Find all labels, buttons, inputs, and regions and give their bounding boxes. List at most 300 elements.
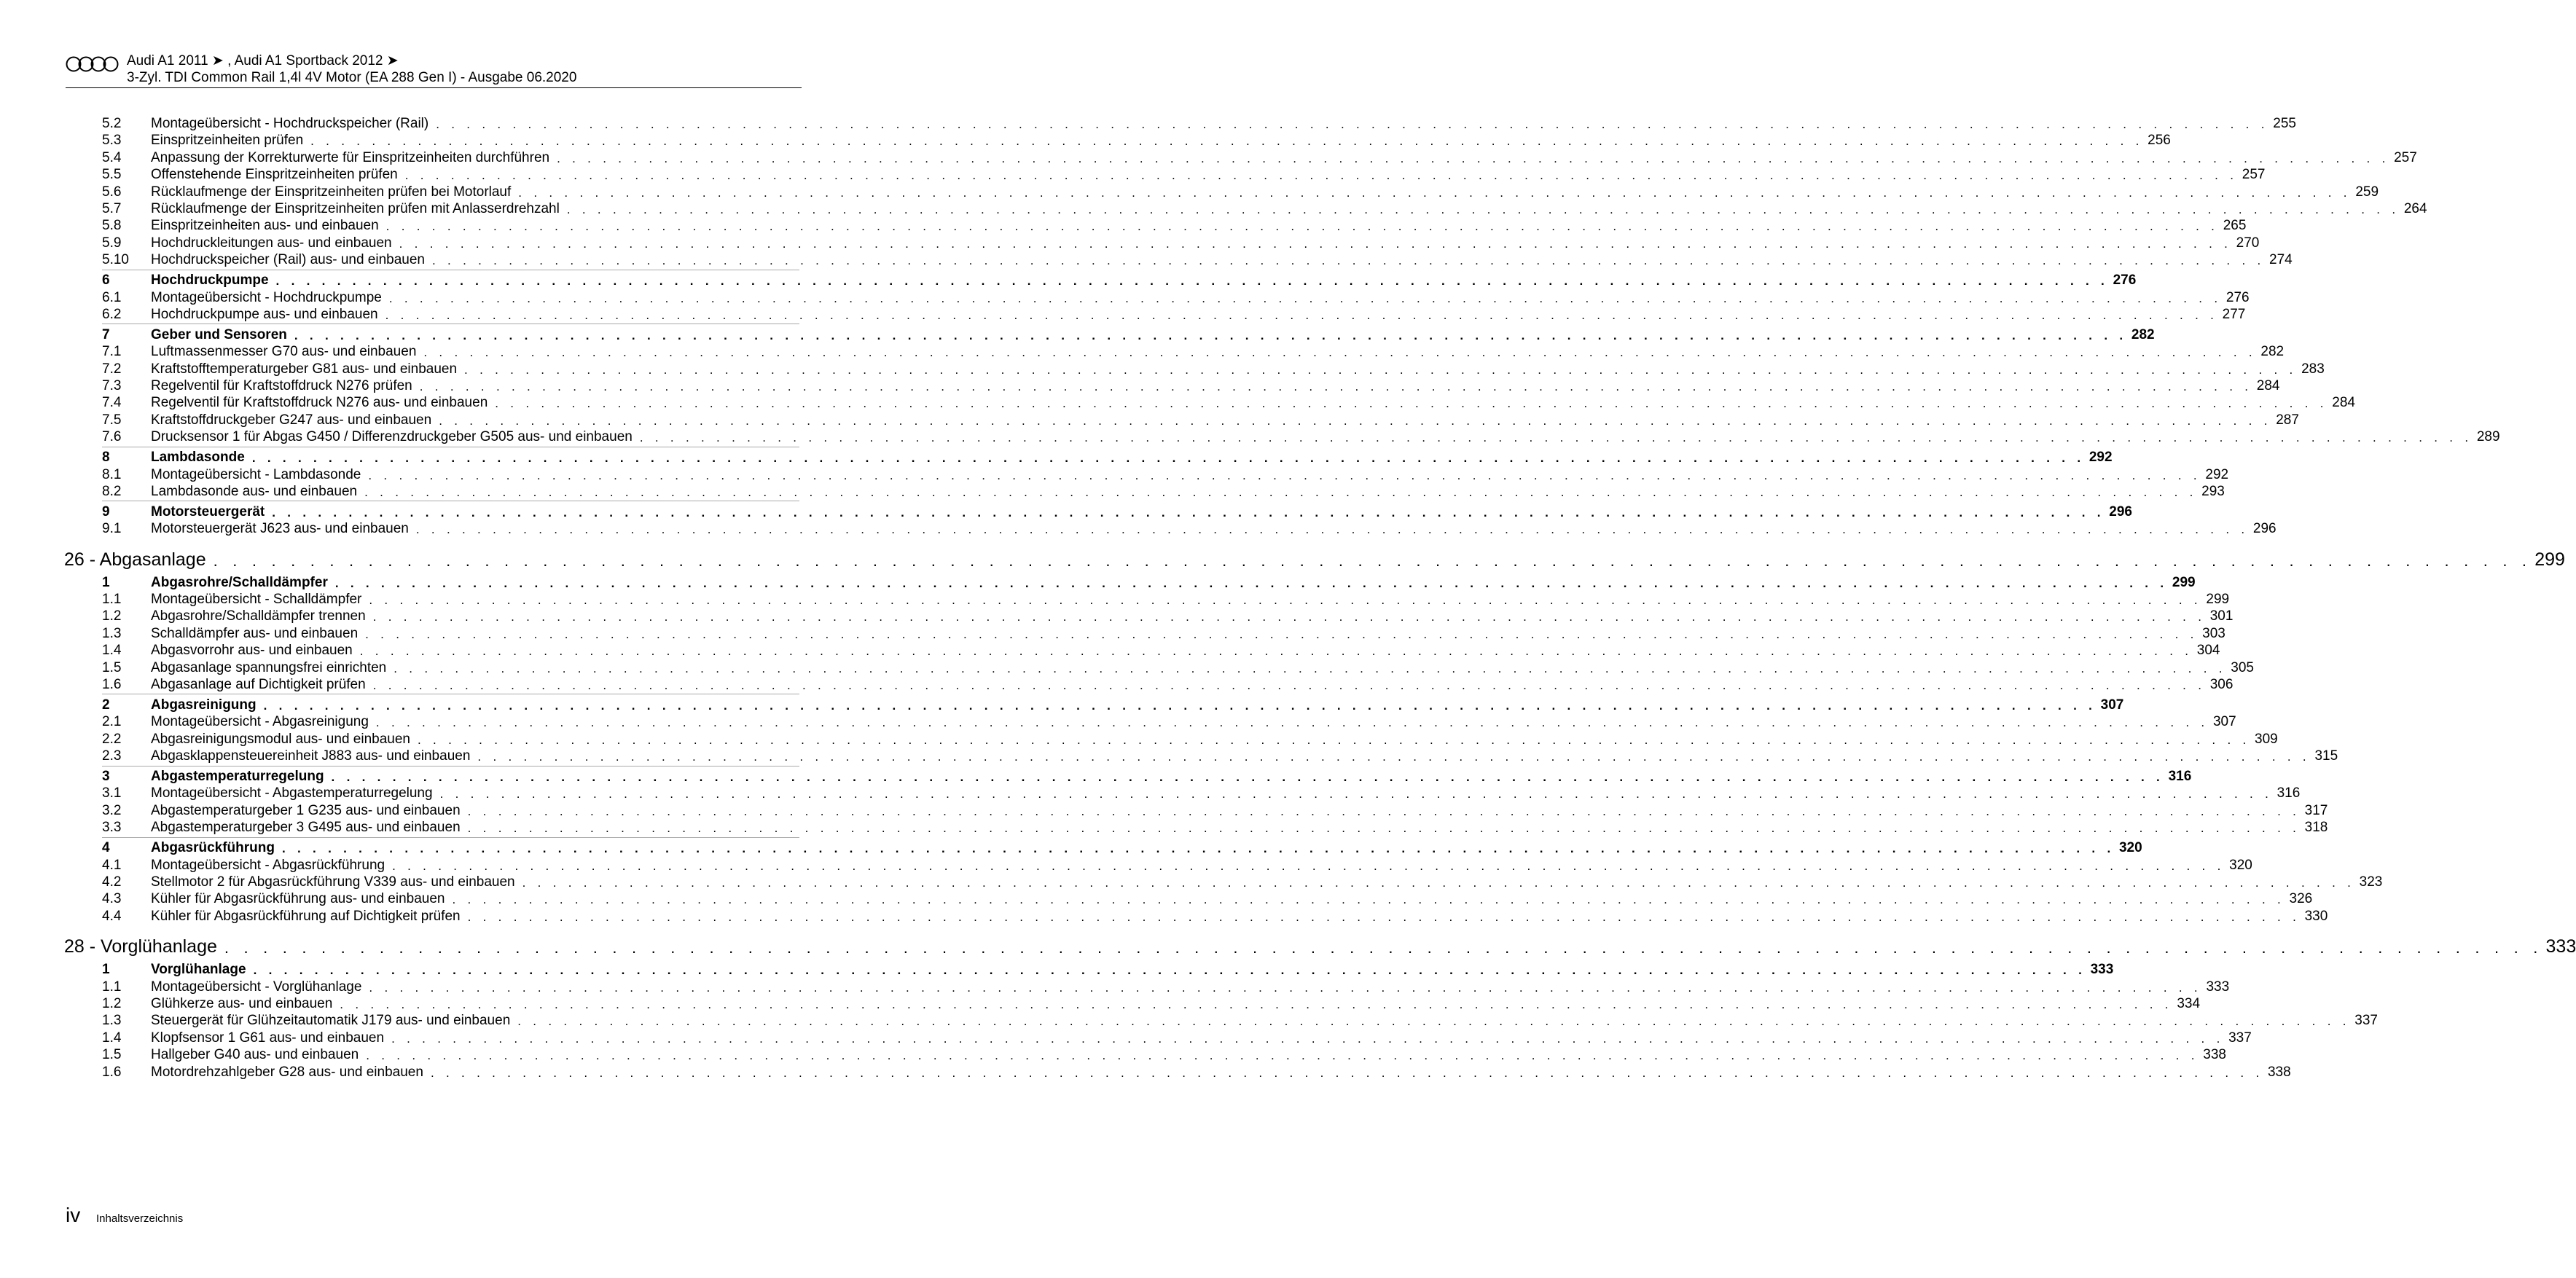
toc-subsection-entry[interactable] bbox=[0, 818, 2328, 837]
dot-leader: . . . . . . . . . . . . . . . . . . . . . . . . . . . . . . . . . . . . . . . . . . . . . . . . . . . . . . . . . . . . . . . . . . . . . . . . . . . . . . . . . . . . . . . . . . . . . . . . . . . . . . . . . . . . . . . . . . . . . . . . bbox=[385, 219, 2219, 234]
toc-entry-number: 2.1 bbox=[102, 714, 122, 730]
toc-subsection-entry[interactable] bbox=[0, 165, 2266, 184]
footer-page-number: iv bbox=[66, 1204, 81, 1226]
toc-subsection-entry[interactable] bbox=[0, 251, 2293, 270]
dot-leader: . . . . . . . . . . . . . . . . . . . . . . . . . . . . . . . . . . . . . . . . . . . . . . . . . . . . . . . . . . . . . . . . . . . . . . . . . . . . . . . . . . . . . . . . . . . . . . . . . . . . . . . . . . . . . . . . . . . . . . . . bbox=[369, 980, 2202, 995]
toc-entry-number: 7 bbox=[102, 326, 110, 342]
toc-entry-page: 305 bbox=[2231, 659, 2254, 675]
header-engine-edition: 3-Zyl. TDI Common Rail 1,4l 4V Motor (EA 288 Gen I) - Ausgabe 06.2020 bbox=[127, 70, 577, 85]
toc-subsection-entry[interactable] bbox=[0, 1046, 2226, 1065]
dot-leader: . . . . . . . . . . . . . . . . . . . . . . . . . . . . . . . . . . . . . . . . . . . . . . . . . . . . . . . . . . . . . . . . . . . . . . . . . . . . . . . . . . . . . . . . . . . . . . . . . . . . . . . . . . . . . . . . . . . . . . . . bbox=[388, 291, 2222, 305]
toc-entry-number: 9.1 bbox=[102, 521, 122, 537]
toc-entry-page: 270 bbox=[2236, 235, 2260, 251]
toc-entry-title: Geber und Sensoren bbox=[151, 326, 287, 342]
toc-subsection-entry[interactable] bbox=[0, 428, 2500, 447]
toc-entry-number: 8.2 bbox=[102, 483, 122, 499]
toc-entry-title: Abgasrohre/Schalldämpfer bbox=[151, 574, 328, 590]
dot-leader: . . . . . . . . . . . . . . . . . . . . . . . . . . . . . . . . . . . . . . . . . . . . . . . . . . . . . . . . . . . . . . . . . . . . . . . . . . . . . . . . . . . . . . . . . . . . . . . . . . . . . . . . . . . . . . . . . . . . . . . . bbox=[452, 893, 2285, 907]
toc-subsection-entry[interactable] bbox=[0, 131, 2171, 150]
toc-entry-page: 284 bbox=[2256, 378, 2280, 393]
toc-entry-title: Lambdasonde bbox=[151, 450, 245, 466]
toc-entry-leader bbox=[151, 200, 2427, 219]
dot-leader: . . . . . . . . . . . . . . . . . . . . . . . . . . . . . . . . . . . . . . . . . . . . . . . . . . . . . . . . . . . . . . . . . . . . . . . . . . . . . . . . . . . . . . . . . . . . . . . . . . . . . . . . . . . . . . . . . . . . . . . . bbox=[310, 134, 2144, 149]
toc-entry-page: 283 bbox=[2301, 361, 2325, 377]
toc-entry-title: Anpassung der Korrekturwerte für Einspritzeinheiten durchführen bbox=[151, 149, 550, 165]
toc-entry-leader bbox=[151, 377, 2280, 396]
toc-entry-number: 1 bbox=[102, 574, 110, 590]
toc-subsection-entry[interactable] bbox=[0, 590, 2230, 609]
toc-chapter-title: 28 - Vorglühanlage bbox=[64, 936, 217, 957]
toc-entry-title: Vorglühanlage bbox=[151, 962, 246, 978]
toc-entry-leader bbox=[151, 839, 2142, 858]
dot-leader: . . . . . . . . . . . . . . . . . . . . . . . . . . . . . . . . . . . . . . . . . . . . . . . . . . . . . . . . . . . . . . . . . . . . . . . . . . . . . . . . . . . . . . . . . . . . . . . . . . . . . . . . . . . . . . . . . . . . . . . . bbox=[368, 468, 2201, 482]
toc-entry-title: Kühler für Abgasrückführung aus- und einbauen bbox=[151, 891, 445, 907]
toc-entry-leader bbox=[64, 547, 2565, 572]
toc-chapter-page: 333 bbox=[2545, 936, 2576, 957]
toc-entry-title: Schalldämpfer aus- und einbauen bbox=[151, 625, 359, 641]
toc-subsection-entry[interactable] bbox=[0, 856, 2252, 875]
toc-entry-leader bbox=[151, 520, 2276, 538]
dot-leader: . . . . . . . . . . . . . . . . . . . . . . . . . . . . . . . . . . . . . . . . . . . . . . . . . . . . . . . . . . . . . . . . . . . . . . . . . . . . . . . . . . . . . . . . . . . . . . . . . . . . . . . . . . . . . . . . . . . . . . . . bbox=[251, 451, 2085, 466]
toc-entry-title: Steuergerät für Glühzeitautomatik J179 aus- und einbauen bbox=[151, 1013, 511, 1029]
toc-subsection-entry[interactable] bbox=[0, 482, 2225, 501]
dot-leader: . . . . . . . . . . . . . . . . . . . . . . . . . . . . . . . . . . . . . . . . . . . . . . . . . . . . . . . . . . . . . . . . . . . . . . . . . . . . . . . . . . . . . . . . . . . . . . . . . . . . . . . . . . . . . . . . . . . . . . . . bbox=[294, 328, 2127, 342]
toc-entry-page: 323 bbox=[2359, 874, 2383, 890]
toc-entry-number: 1.4 bbox=[102, 643, 122, 659]
toc-entry-leader bbox=[151, 1063, 2291, 1082]
toc-entry-number: 1.3 bbox=[102, 625, 122, 641]
dot-leader: . . . . . . . . . . . . . . . . . . . . . . . . . . . . . . . . . . . . . . . . . . . . . . . . . . . . . . . . . . . . . . . . . . . . . . . . . . . . . . . . . . . . . . . . . . . . . . . . . . . . . . . . . . . . . . . . . . . . . . . . bbox=[467, 821, 2301, 836]
dot-leader: . . . . . . . . . . . . . . . . . . . . . . . . . . . . . . . . . . . . . . . . . . . . . . . . . . . . . . . . . . . . . . . . . . . . . . . . . . . . . . . . . . . . . . . . . . . . . . . . . . . . . . . . . . . . . . . . . . . . . . . . bbox=[391, 1031, 2225, 1046]
toc-entry-number: 1.2 bbox=[102, 995, 122, 1011]
toc-entry-page: 307 bbox=[2212, 714, 2236, 730]
toc-entry-page: 316 bbox=[2276, 785, 2301, 801]
dot-leader: . . . . . . . . . . . . . . . . . . . . . . . . . . . . . . . . . . . . . . . . . . . . . . . . . . . . . . . . . . . . . . . . . . . . . . . . . . . . . . . . . . . . . . . . . . . . . . . . . . . . . . . . . . . . . . . . . . . . . . . . bbox=[392, 858, 2225, 873]
toc-entry-page: 274 bbox=[2269, 252, 2293, 268]
dot-leader: . . . . . . . . . . . . . . . . . . . . . . . . . . . . . . . . . . . . . . . . . . . . . . . . . . . . . . . . . . . . . . . . . . . . . . . . . . . . . . . . . . . . . . . . . . . . . . . . . . . . . . . . . . . . . . . . . . . . . . . . bbox=[566, 203, 2400, 216]
toc-entry-leader bbox=[151, 607, 2234, 626]
footer-section-label: Inhaltsverzeichnis bbox=[96, 1212, 184, 1225]
toc-subsection-entry[interactable] bbox=[0, 342, 2285, 361]
dot-leader: . . . . . . . . . . . . . . . . . . . . . . . . . . . . . . . . . . . . . . . . . . . . . . . . . . . . . . . . . . . . . . . . . . . . . . . . . . . . . . . . . . . . . . . . . . . . . . . . . . . . . . . . . . . . . . . . . . . . . . . . bbox=[464, 362, 2298, 377]
toc-entry-leader bbox=[151, 216, 2247, 235]
toc-entry-page: 255 bbox=[2273, 116, 2296, 131]
toc-entry-leader bbox=[151, 1029, 2252, 1048]
toc-entry-title: Montageübersicht - Lambdasonde bbox=[151, 466, 361, 482]
dot-leader: . . . . . . . . . . . . . . . . . . . . . . . . . . . . . . . . . . . . . . . . . . . . . . . . . . . . . . . . . . . . . . . . . . . . . . . . . . . . . . . . . . . . . . . . . . . . . . . . . . . . . . . . . . . . . . . . . . . . . . . . bbox=[419, 380, 2252, 393]
dot-leader: . . . . . . . . . . . . . . . . . . . . . . . . . . . . . . . . . . . . . . . . . . . . . . . . . . . . . . . . . . . . . . . . . . . . . . . . . . . . . . . . . . . . . . . . . . . . . . . . . . . . . . . . . . . . . . . . . . . . . . . . bbox=[272, 505, 2105, 520]
toc-subsection-entry[interactable] bbox=[0, 659, 2254, 678]
toc-entry-number: 1.1 bbox=[102, 979, 122, 995]
toc-entry-number: 2 bbox=[102, 697, 110, 713]
dot-leader: . . . . . . . . . . . . . . . . . . . . . . . . . . . . . . . . . . . . . . . . . . . . . . . . . . . . . . . . . . . . . . . . . . . . . . . . . . . . . . . . . . . . . . . . . . . . . . . . . . . . . . . . . . . . . . . . . . . . . . . . bbox=[365, 627, 2199, 641]
toc-entry-page: 296 bbox=[2109, 503, 2132, 520]
toc-entry-leader bbox=[151, 730, 2278, 749]
toc-section-entry[interactable] bbox=[0, 573, 2196, 592]
toc-entry-leader bbox=[151, 393, 2355, 412]
toc-entry-leader bbox=[151, 234, 2260, 253]
toc-subsection-entry[interactable] bbox=[0, 234, 2260, 253]
dot-leader: . . . . . . . . . . . . . . . . . . . . . . . . . . . . . . . . . . . . . . . . . . . . . . . . . . . . . . . . . . . . . . . . . . . . . . . . . . . . . . . . . . . . . . . . . . . . . . . . . . . . . . . . . . . . . . . . . . . . . . . . bbox=[213, 551, 2532, 570]
toc-entry-page: 257 bbox=[2394, 149, 2417, 165]
toc-entry-page: 282 bbox=[2260, 344, 2285, 360]
dot-leader: . . . . . . . . . . . . . . . . . . . . . . . . . . . . . . . . . . . . . . . . . . . . . . . . . . . . . . . . . . . . . . . . . . . . . . . . . . . . . . . . . . . . . . . . . . . . . . . . . . . . . . . . . . . . . . . . . . . . . . . . bbox=[372, 610, 2206, 624]
toc-entry-leader bbox=[151, 428, 2500, 447]
toc-entry-title: Stellmotor 2 für Abgasrückführung V339 aus- und einbauen bbox=[151, 874, 515, 890]
toc-entry-page: 318 bbox=[2304, 820, 2328, 836]
toc-subsection-entry[interactable] bbox=[0, 907, 2328, 926]
dot-leader: . . . . . . . . . . . . . . . . . . . . . . . . . . . . . . . . . . . . . . . . . . . . . . . . . . . . . . . . . . . . . . . . . . . . . . . . . . . . . . . . . . . . . . . . . . . . . . . . . . . . . . . . . . . . . . . . . . . . . . . . bbox=[253, 963, 2086, 978]
toc-chapter-entry[interactable] bbox=[0, 934, 2576, 959]
section-divider bbox=[102, 837, 799, 838]
toc-subsection-entry[interactable] bbox=[0, 377, 2280, 396]
dot-leader: . . . . . . . . . . . . . . . . . . . . . . . . . . . . . . . . . . . . . . . . . . . . . . . . . . . . . . . . . . . . . . . . . . . . . . . . . . . . . . . . . . . . . . . . . . . . . . . . . . . . . . . . . . . . . . . . . . . . . . . . bbox=[366, 1048, 2199, 1063]
toc-entry-leader bbox=[151, 149, 2417, 168]
toc-entry-page: 284 bbox=[2332, 395, 2355, 411]
dot-leader: . . . . . . . . . . . . . . . . . . . . . . . . . . . . . . . . . . . . . . . . . . . . . . . . . . . . . . . . . . . . . . . . . . . . . . . . . . . . . . . . . . . . . . . . . . . . . . . . . . . . . . . . . . . . . . . . . . . . . . . . bbox=[557, 151, 2390, 165]
toc-entry-title: Abgasvorrohr aus- und einbauen bbox=[151, 643, 353, 659]
toc-entry-page: 299 bbox=[2206, 592, 2230, 607]
toc-subsection-entry[interactable] bbox=[0, 784, 2301, 803]
toc-entry-number: 3.2 bbox=[102, 802, 122, 818]
toc-entry-page: 287 bbox=[2276, 412, 2299, 428]
dot-leader: . . . . . . . . . . . . . . . . . . . . . . . . . . . . . . . . . . . . . . . . . . . . . . . . . . . . . . . . . . . . . . . . . . . . . . . . . . . . . . . . . . . . . . . . . . . . . . . . . . . . . . . . . . . . . . . . . . . . . . . . bbox=[639, 431, 2473, 445]
toc-subsection-entry[interactable] bbox=[0, 520, 2276, 538]
toc-entry-title: Abgasreinigung bbox=[151, 697, 257, 713]
toc-entry-page: 330 bbox=[2304, 908, 2328, 924]
dot-leader: . . . . . . . . . . . . . . . . . . . . . . . . . . . . . . . . . . . . . . . . . . . . . . . . . . . . . . . . . . . . . . . . . . . . . . . . . . . . . . . . . . . . . . . . . . . . . . . . . . . . . . . . . . . . . . . . . . . . . . . . bbox=[467, 909, 2301, 924]
toc-entry-title: Hallgeber G40 aus- und einbauen bbox=[151, 1047, 359, 1063]
toc-entry-number: 7.2 bbox=[102, 361, 122, 377]
toc-entry-title: Motorsteuergerät J623 aus- und einbauen bbox=[151, 521, 409, 537]
toc-entry-leader bbox=[151, 818, 2328, 837]
dot-leader: . . . . . . . . . . . . . . . . . . . . . . . . . . . . . . . . . . . . . . . . . . . . . . . . . . . . . . . . . . . . . . . . . . . . . . . . . . . . . . . . . . . . . . . . . . . . . . . . . . . . . . . . . . . . . . . . . . . . . . . . bbox=[399, 236, 2232, 251]
toc-entry-number: 4.3 bbox=[102, 891, 122, 907]
toc-entry-title: Motordrehzahlgeber G28 aus- und einbauen bbox=[151, 1064, 423, 1080]
page-footer bbox=[66, 1203, 357, 1232]
toc-entry-page: 304 bbox=[2196, 643, 2220, 659]
toc-entry-leader bbox=[151, 342, 2285, 361]
toc-entry-leader bbox=[151, 590, 2230, 609]
toc-entry-leader bbox=[151, 873, 2383, 892]
section-divider bbox=[102, 766, 799, 767]
toc-entry-page: 338 bbox=[2203, 1047, 2226, 1063]
toc-chapter-entry[interactable] bbox=[0, 547, 2565, 572]
toc-entry-title: Montageübersicht - Hochdruckpumpe bbox=[151, 289, 382, 305]
toc-entry-page: 259 bbox=[2355, 184, 2379, 200]
toc-entry-title: Montageübersicht - Schalldämpfer bbox=[151, 592, 362, 607]
dot-leader: . . . . . . . . . . . . . . . . . . . . . . . . . . . . . . . . . . . . . . . . . . . . . . . . . . . . . . . . . . . . . . . . . . . . . . . . . . . . . . . . . . . . . . . . . . . . . . . . . . . . . . . . . . . . . . . . . . . . . . . . bbox=[394, 661, 2227, 675]
toc-entry-number: 5.5 bbox=[102, 167, 122, 183]
toc-entry-number: 1.6 bbox=[102, 677, 122, 692]
toc-subsection-entry[interactable] bbox=[0, 747, 2338, 766]
toc-subsection-entry[interactable] bbox=[0, 1011, 2378, 1030]
toc-entry-number: 7.5 bbox=[102, 412, 122, 428]
toc-entry-leader bbox=[151, 114, 2296, 133]
toc-entry-page: 338 bbox=[2267, 1064, 2291, 1080]
toc-entry-leader bbox=[151, 641, 2220, 660]
toc-entry-page: 303 bbox=[2202, 625, 2225, 641]
toc-entry-leader bbox=[151, 165, 2266, 184]
toc-entry-page: 293 bbox=[2201, 483, 2225, 499]
toc-subsection-entry[interactable] bbox=[0, 978, 2230, 997]
toc-subsection-entry[interactable] bbox=[0, 149, 2417, 168]
header-rule bbox=[66, 87, 802, 88]
toc-entry-leader bbox=[151, 482, 2225, 501]
dot-leader: . . . . . . . . . . . . . . . . . . . . . . . . . . . . . . . . . . . . . . . . . . . . . . . . . . . . . . . . . . . . . . . . . . . . . . . . . . . . . . . . . . . . . . . . . . . . . . . . . . . . . . . . . . . . . . . . . . . . . . . . bbox=[281, 842, 2115, 856]
dot-leader: . . . . . . . . . . . . . . . . . . . . . . . . . . . . . . . . . . . . . . . . . . . . . . . . . . . . . . . . . . . . . . . . . . . . . . . . . . . . . . . . . . . . . . . . . . . . . . . . . . . . . . . . . . . . . . . . . . . . . . . . bbox=[417, 732, 2251, 747]
dot-leader: . . . . . . . . . . . . . . . . . . . . . . . . . . . . . . . . . . . . . . . . . . . . . . . . . . . . . . . . . . . . . . . . . . . . . . . . . . . . . . . . . . . . . . . . . . . . . . . . . . . . . . . . . . . . . . . . . . . . . . . . bbox=[467, 804, 2301, 818]
toc-entry-leader bbox=[151, 784, 2301, 803]
toc-entry-number: 3.1 bbox=[102, 785, 122, 801]
toc-entry-number: 1.5 bbox=[102, 1047, 122, 1063]
toc-entry-title: Klopfsensor 1 G61 aus- und einbauen bbox=[151, 1030, 385, 1046]
toc-entry-leader bbox=[151, 1046, 2226, 1065]
dot-leader: . . . . . . . . . . . . . . . . . . . . . . . . . . . . . . . . . . . . . . . . . . . . . . . . . . . . . . . . . . . . . . . . . . . . . . . . . . . . . . . . . . . . . . . . . . . . . . . . . . . . . . . . . . . . . . . . . . . . . . . . bbox=[477, 750, 2311, 764]
toc-entry-page: 316 bbox=[2168, 769, 2192, 784]
toc-subsection-entry[interactable] bbox=[0, 289, 2250, 307]
toc-subsection-entry[interactable] bbox=[0, 624, 2225, 643]
toc-section-entry[interactable] bbox=[0, 271, 2137, 290]
toc-entry-title: Abgasanlage spannungsfrei einrichten bbox=[151, 659, 387, 675]
toc-entry-title: Regelventil für Kraftstoffdruck N276 prüfen bbox=[151, 378, 412, 393]
toc-subsection-entry[interactable] bbox=[0, 114, 2296, 133]
toc-entry-page: 326 bbox=[2289, 891, 2313, 907]
toc-entry-title: Einspritzeinheiten prüfen bbox=[151, 133, 304, 149]
toc-entry-title: Montageübersicht - Vorglühanlage bbox=[151, 979, 362, 995]
header-vehicle-models: Audi A1 2011 ➤ , Audi A1 Sportback 2012 ➤ bbox=[127, 53, 399, 68]
toc-entry-page: 337 bbox=[2228, 1030, 2252, 1046]
toc-entry-title: Hochdruckleitungen aus- und einbauen bbox=[151, 235, 392, 251]
toc-entry-leader bbox=[151, 466, 2229, 485]
toc-entry-leader bbox=[151, 659, 2254, 678]
dot-leader: . . . . . . . . . . . . . . . . . . . . . . . . . . . . . . . . . . . . . . . . . . . . . . . . . . . . . . . . . . . . . . . . . . . . . . . . . . . . . . . . . . . . . . . . . . . . . . . . . . . . . . . . . . . . . . . . . . . . . . . . bbox=[439, 787, 2273, 801]
dot-leader: . . . . . . . . . . . . . . . . . . . . . . . . . . . . . . . . . . . . . . . . . . . . . . . . . . . . . . . . . . . . . . . . . . . . . . . . . . . . . . . . . . . . . . . . . . . . . . . . . . . . . . . . . . . . . . . . . . . . . . . . bbox=[224, 938, 2543, 957]
toc-entry-title: Montageübersicht - Hochdruckspeicher (Rail) bbox=[151, 116, 429, 131]
toc-entry-page: 296 bbox=[2252, 521, 2276, 537]
toc-entry-leader bbox=[151, 326, 2155, 345]
dot-leader: . . . . . . . . . . . . . . . . . . . . . . . . . . . . . . . . . . . . . . . . . . . . . . . . . . . . . . . . . . . . . . . . . . . . . . . . . . . . . . . . . . . . . . . . . . . . . . . . . . . . . . . . . . . . . . . . . . . . . . . . bbox=[263, 698, 2097, 713]
dot-leader: . . . . . . . . . . . . . . . . . . . . . . . . . . . . . . . . . . . . . . . . . . . . . . . . . . . . . . . . . . . . . . . . . . . . . . . . . . . . . . . . . . . . . . . . . . . . . . . . . . . . . . . . . . . . . . . . . . . . . . . . bbox=[423, 345, 2257, 360]
toc-entry-page: 292 bbox=[2205, 466, 2229, 482]
toc-entry-number: 4.4 bbox=[102, 908, 122, 924]
toc-section-entry[interactable] bbox=[0, 960, 2114, 979]
toc-entry-page: 315 bbox=[2314, 748, 2338, 764]
toc-entry-page: 276 bbox=[2225, 289, 2250, 305]
toc-subsection-entry[interactable] bbox=[0, 641, 2220, 660]
toc-subsection-entry[interactable] bbox=[0, 675, 2234, 694]
toc-entry-number: 5.7 bbox=[102, 201, 122, 216]
toc-entry-leader bbox=[151, 411, 2299, 430]
toc-entry-page: 282 bbox=[2131, 326, 2155, 342]
toc-subsection-entry[interactable] bbox=[0, 730, 2278, 749]
dot-leader: . . . . . . . . . . . . . . . . . . . . . . . . . . . . . . . . . . . . . . . . . . . . . . . . . . . . . . . . . . . . . . . . . . . . . . . . . . . . . . . . . . . . . . . . . . . . . . . . . . . . . . . . . . . . . . . . . . . . . . . . bbox=[518, 185, 2352, 200]
toc-section-entry[interactable] bbox=[0, 839, 2142, 858]
toc-subsection-entry[interactable] bbox=[0, 411, 2299, 430]
toc-entry-leader bbox=[151, 960, 2114, 979]
dot-leader: . . . . . . . . . . . . . . . . . . . . . . . . . . . . . . . . . . . . . . . . . . . . . . . . . . . . . . . . . . . . . . . . . . . . . . . . . . . . . . . . . . . . . . . . . . . . . . . . . . . . . . . . . . . . . . . . . . . . . . . . bbox=[375, 716, 2209, 730]
dot-leader: . . . . . . . . . . . . . . . . . . . . . . . . . . . . . . . . . . . . . . . . . . . . . . . . . . . . . . . . . . . . . . . . . . . . . . . . . . . . . . . . . . . . . . . . . . . . . . . . . . . . . . . . . . . . . . . . . . . . . . . . bbox=[436, 117, 2269, 131]
dot-leader: . . . . . . . . . . . . . . . . . . . . . . . . . . . . . . . . . . . . . . . . . . . . . . . . . . . . . . . . . . . . . . . . . . . . . . . . . . . . . . . . . . . . . . . . . . . . . . . . . . . . . . . . . . . . . . . . . . . . . . . . bbox=[385, 307, 2218, 322]
toc-entry-number: 5.2 bbox=[102, 116, 122, 131]
toc-section-entry[interactable] bbox=[0, 767, 2192, 786]
toc-entry-leader bbox=[151, 713, 2236, 732]
toc-entry-title: Abgasrückführung bbox=[151, 840, 275, 856]
toc-entry-title: Abgasanlage auf Dichtigkeit prüfen bbox=[151, 677, 366, 692]
toc-entry-leader bbox=[151, 271, 2137, 290]
toc-entry-title: Hochdruckpumpe bbox=[151, 273, 269, 289]
toc-entry-leader bbox=[151, 675, 2234, 694]
toc-entry-leader bbox=[151, 503, 2132, 522]
toc-entry-number: 4.1 bbox=[102, 857, 122, 873]
toc-entry-number: 1.1 bbox=[102, 592, 122, 607]
toc-subsection-entry[interactable] bbox=[0, 216, 2247, 235]
toc-section-entry[interactable] bbox=[0, 503, 2132, 522]
toc-entry-number: 5.3 bbox=[102, 133, 122, 149]
toc-entry-leader bbox=[151, 305, 2246, 324]
toc-entry-title: Luftmassenmesser G70 aus- und einbauen bbox=[151, 344, 417, 360]
toc-entry-title: Lambdasonde aus- und einbauen bbox=[151, 483, 358, 499]
toc-entry-page: 334 bbox=[2177, 995, 2201, 1011]
toc-section-entry[interactable] bbox=[0, 448, 2113, 467]
toc-subsection-entry[interactable] bbox=[0, 607, 2234, 626]
toc-entry-title: Kraftstoffdruckgeber G247 aus- und einbauen bbox=[151, 412, 432, 428]
dot-leader: . . . . . . . . . . . . . . . . . . . . . . . . . . . . . . . . . . . . . . . . . . . . . . . . . . . . . . . . . . . . . . . . . . . . . . . . . . . . . . . . . . . . . . . . . . . . . . . . . . . . . . . . . . . . . . . . . . . . . . . . bbox=[334, 576, 2168, 590]
toc-entry-leader bbox=[151, 183, 2379, 202]
toc-subsection-entry[interactable] bbox=[0, 890, 2313, 909]
dot-leader: . . . . . . . . . . . . . . . . . . . . . . . . . . . . . . . . . . . . . . . . . . . . . . . . . . . . . . . . . . . . . . . . . . . . . . . . . . . . . . . . . . . . . . . . . . . . . . . . . . . . . . . . . . . . . . . . . . . . . . . . bbox=[495, 396, 2328, 411]
toc-entry-leader bbox=[64, 934, 2576, 959]
toc-entry-leader bbox=[151, 890, 2313, 909]
toc-entry-title: Offenstehende Einspritzeinheiten prüfen bbox=[151, 167, 398, 183]
dot-leader: . . . . . . . . . . . . . . . . . . . . . . . . . . . . . . . . . . . . . . . . . . . . . . . . . . . . . . . . . . . . . . . . . . . . . . . . . . . . . . . . . . . . . . . . . . . . . . . . . . . . . . . . . . . . . . . . . . . . . . . . bbox=[522, 875, 2355, 890]
toc-entry-number: 1.3 bbox=[102, 1013, 122, 1029]
dot-leader: . . . . . . . . . . . . . . . . . . . . . . . . . . . . . . . . . . . . . . . . . . . . . . . . . . . . . . . . . . . . . . . . . . . . . . . . . . . . . . . . . . . . . . . . . . . . . . . . . . . . . . . . . . . . . . . . . . . . . . . . bbox=[369, 593, 2202, 607]
toc-entry-leader bbox=[151, 801, 2328, 820]
toc-entry-page: 309 bbox=[2255, 731, 2278, 747]
toc-entry-number: 7.4 bbox=[102, 395, 122, 411]
toc-entry-page: 265 bbox=[2223, 218, 2247, 234]
toc-entry-leader bbox=[151, 573, 2196, 592]
toc-entry-title: Rücklaufmenge der Einspritzeinheiten prüfen mit Anlasserdrehzahl bbox=[151, 201, 560, 216]
toc-subsection-entry[interactable] bbox=[0, 305, 2246, 324]
toc-entry-page: 276 bbox=[2113, 273, 2137, 289]
toc-entry-title: Hochdruckpumpe aus- und einbauen bbox=[151, 306, 378, 322]
dot-leader: . . . . . . . . . . . . . . . . . . . . . . . . . . . . . . . . . . . . . . . . . . . . . . . . . . . . . . . . . . . . . . . . . . . . . . . . . . . . . . . . . . . . . . . . . . . . . . . . . . . . . . . . . . . . . . . . . . . . . . . . bbox=[517, 1014, 2351, 1029]
toc-entry-number: 1.2 bbox=[102, 608, 122, 624]
toc-entry-title: Montageübersicht - Abgasrückführung bbox=[151, 857, 385, 873]
toc-entry-page: 301 bbox=[2209, 608, 2234, 624]
toc-entry-page: 256 bbox=[2148, 133, 2171, 149]
toc-chapter-page: 299 bbox=[2534, 549, 2565, 570]
toc-section-entry[interactable] bbox=[0, 326, 2155, 345]
toc-subsection-entry[interactable] bbox=[0, 1063, 2291, 1082]
toc-subsection-entry[interactable] bbox=[0, 1029, 2252, 1048]
toc-entry-title: Abgastemperaturgeber 3 G495 aus- und einbauen bbox=[151, 820, 461, 836]
toc-subsection-entry[interactable] bbox=[0, 801, 2328, 820]
toc-entry-title: Einspritzeinheiten aus- und einbauen bbox=[151, 218, 379, 234]
toc-entry-title: Abgastemperaturgeber 1 G235 aus- und einbauen bbox=[151, 802, 461, 818]
toc-entry-number: 9 bbox=[102, 503, 110, 520]
toc-entry-page: 277 bbox=[2222, 306, 2246, 322]
toc-entry-number: 5.9 bbox=[102, 235, 122, 251]
toc-subsection-entry[interactable] bbox=[0, 200, 2427, 219]
toc-entry-leader bbox=[151, 131, 2171, 150]
toc-entry-leader bbox=[151, 1011, 2378, 1030]
toc-entry-number: 6.2 bbox=[102, 306, 122, 322]
dot-leader: . . . . . . . . . . . . . . . . . . . . . . . . . . . . . . . . . . . . . . . . . . . . . . . . . . . . . . . . . . . . . . . . . . . . . . . . . . . . . . . . . . . . . . . . . . . . . . . . . . . . . . . . . . . . . . . . . . . . . . . . bbox=[331, 770, 2164, 784]
toc-entry-leader bbox=[151, 360, 2325, 379]
toc-section-entry[interactable] bbox=[0, 696, 2124, 715]
toc-entry-page: 264 bbox=[2403, 201, 2427, 216]
toc-entry-number: 4.2 bbox=[102, 874, 122, 890]
toc-subsection-entry[interactable] bbox=[0, 360, 2325, 379]
toc-entry-page: 320 bbox=[2118, 840, 2142, 856]
toc-entry-number: 5.6 bbox=[102, 184, 122, 200]
toc-entry-title: Motorsteuergerät bbox=[151, 503, 265, 520]
dot-leader: . . . . . . . . . . . . . . . . . . . . . . . . . . . . . . . . . . . . . . . . . . . . . . . . . . . . . . . . . . . . . . . . . . . . . . . . . . . . . . . . . . . . . . . . . . . . . . . . . . . . . . . . . . . . . . . . . . . . . . . . bbox=[430, 1065, 2263, 1080]
toc-entry-title: Regelventil für Kraftstoffdruck N276 aus- und einbauen bbox=[151, 395, 488, 411]
toc-entry-number: 1.5 bbox=[102, 659, 122, 675]
toc-entry-number: 7.6 bbox=[102, 429, 122, 445]
toc-entry-title: Abgasreinigungsmodul aus- und einbauen bbox=[151, 731, 410, 747]
toc-chapter-title: 26 - Abgasanlage bbox=[64, 549, 206, 570]
toc-entry-leader bbox=[151, 978, 2230, 997]
toc-entry-number: 4 bbox=[102, 840, 110, 856]
toc-subsection-entry[interactable] bbox=[0, 466, 2229, 485]
toc-entry-page: 333 bbox=[2206, 979, 2230, 995]
toc-entry-page: 333 bbox=[2090, 962, 2114, 978]
toc-entry-leader bbox=[151, 747, 2338, 766]
toc-entry-leader bbox=[151, 251, 2293, 270]
toc-entry-number: 7.1 bbox=[102, 344, 122, 360]
toc-entry-number: 5.10 bbox=[102, 252, 129, 268]
toc-entry-number: 2.2 bbox=[102, 731, 122, 747]
toc-entry-title: Montageübersicht - Abgastemperaturregelung bbox=[151, 785, 433, 801]
toc-entry-leader bbox=[151, 767, 2192, 786]
toc-entry-number: 7.3 bbox=[102, 378, 122, 393]
dot-leader: . . . . . . . . . . . . . . . . . . . . . . . . . . . . . . . . . . . . . . . . . . . . . . . . . . . . . . . . . . . . . . . . . . . . . . . . . . . . . . . . . . . . . . . . . . . . . . . . . . . . . . . . . . . . . . . . . . . . . . . . bbox=[372, 678, 2206, 692]
toc-entry-leader bbox=[151, 856, 2252, 875]
toc-entry-page: 306 bbox=[2209, 677, 2234, 692]
toc-entry-title: Abgasklappensteuereinheit J883 aus- und einbauen bbox=[151, 748, 471, 764]
toc-entry-number: 6 bbox=[102, 273, 110, 289]
dot-leader: . . . . . . . . . . . . . . . . . . . . . . . . . . . . . . . . . . . . . . . . . . . . . . . . . . . . . . . . . . . . . . . . . . . . . . . . . . . . . . . . . . . . . . . . . . . . . . . . . . . . . . . . . . . . . . . . . . . . . . . . bbox=[340, 997, 2173, 1011]
dot-leader: . . . . . . . . . . . . . . . . . . . . . . . . . . . . . . . . . . . . . . . . . . . . . . . . . . . . . . . . . . . . . . . . . . . . . . . . . . . . . . . . . . . . . . . . . . . . . . . . . . . . . . . . . . . . . . . . . . . . . . . . bbox=[415, 522, 2249, 537]
toc-entry-title: Abgasrohre/Schalldämpfer trennen bbox=[151, 608, 366, 624]
toc-entry-number: 8 bbox=[102, 450, 110, 466]
dot-leader: . . . . . . . . . . . . . . . . . . . . . . . . . . . . . . . . . . . . . . . . . . . . . . . . . . . . . . . . . . . . . . . . . . . . . . . . . . . . . . . . . . . . . . . . . . . . . . . . . . . . . . . . . . . . . . . . . . . . . . . . bbox=[431, 254, 2266, 268]
toc-entry-number: 5.8 bbox=[102, 218, 122, 234]
toc-entry-number: 1 bbox=[102, 962, 110, 978]
toc-subsection-entry[interactable] bbox=[0, 995, 2201, 1014]
toc-entry-number: 2.3 bbox=[102, 748, 122, 764]
toc-entry-leader bbox=[151, 624, 2225, 643]
page-header bbox=[66, 52, 802, 89]
toc-subsection-entry[interactable] bbox=[0, 713, 2236, 732]
dot-leader: . . . . . . . . . . . . . . . . . . . . . . . . . . . . . . . . . . . . . . . . . . . . . . . . . . . . . . . . . . . . . . . . . . . . . . . . . . . . . . . . . . . . . . . . . . . . . . . . . . . . . . . . . . . . . . . . . . . . . . . . bbox=[364, 485, 2198, 499]
toc-subsection-entry[interactable] bbox=[0, 183, 2379, 202]
toc-entry-title: Glühkerze aus- und einbauen bbox=[151, 995, 333, 1011]
toc-entry-leader bbox=[151, 995, 2201, 1014]
dot-leader: . . . . . . . . . . . . . . . . . . . . . . . . . . . . . . . . . . . . . . . . . . . . . . . . . . . . . . . . . . . . . . . . . . . . . . . . . . . . . . . . . . . . . . . . . . . . . . . . . . . . . . . . . . . . . . . . . . . . . . . . bbox=[439, 413, 2272, 428]
toc-entry-title: Hochdruckspeicher (Rail) aus- und einbauen bbox=[151, 252, 425, 268]
toc-entry-page: 292 bbox=[2088, 450, 2113, 466]
toc-entry-number: 3.3 bbox=[102, 820, 122, 836]
toc-subsection-entry[interactable] bbox=[0, 393, 2355, 412]
toc-entry-number: 6.1 bbox=[102, 289, 122, 305]
toc-subsection-entry[interactable] bbox=[0, 873, 2383, 892]
